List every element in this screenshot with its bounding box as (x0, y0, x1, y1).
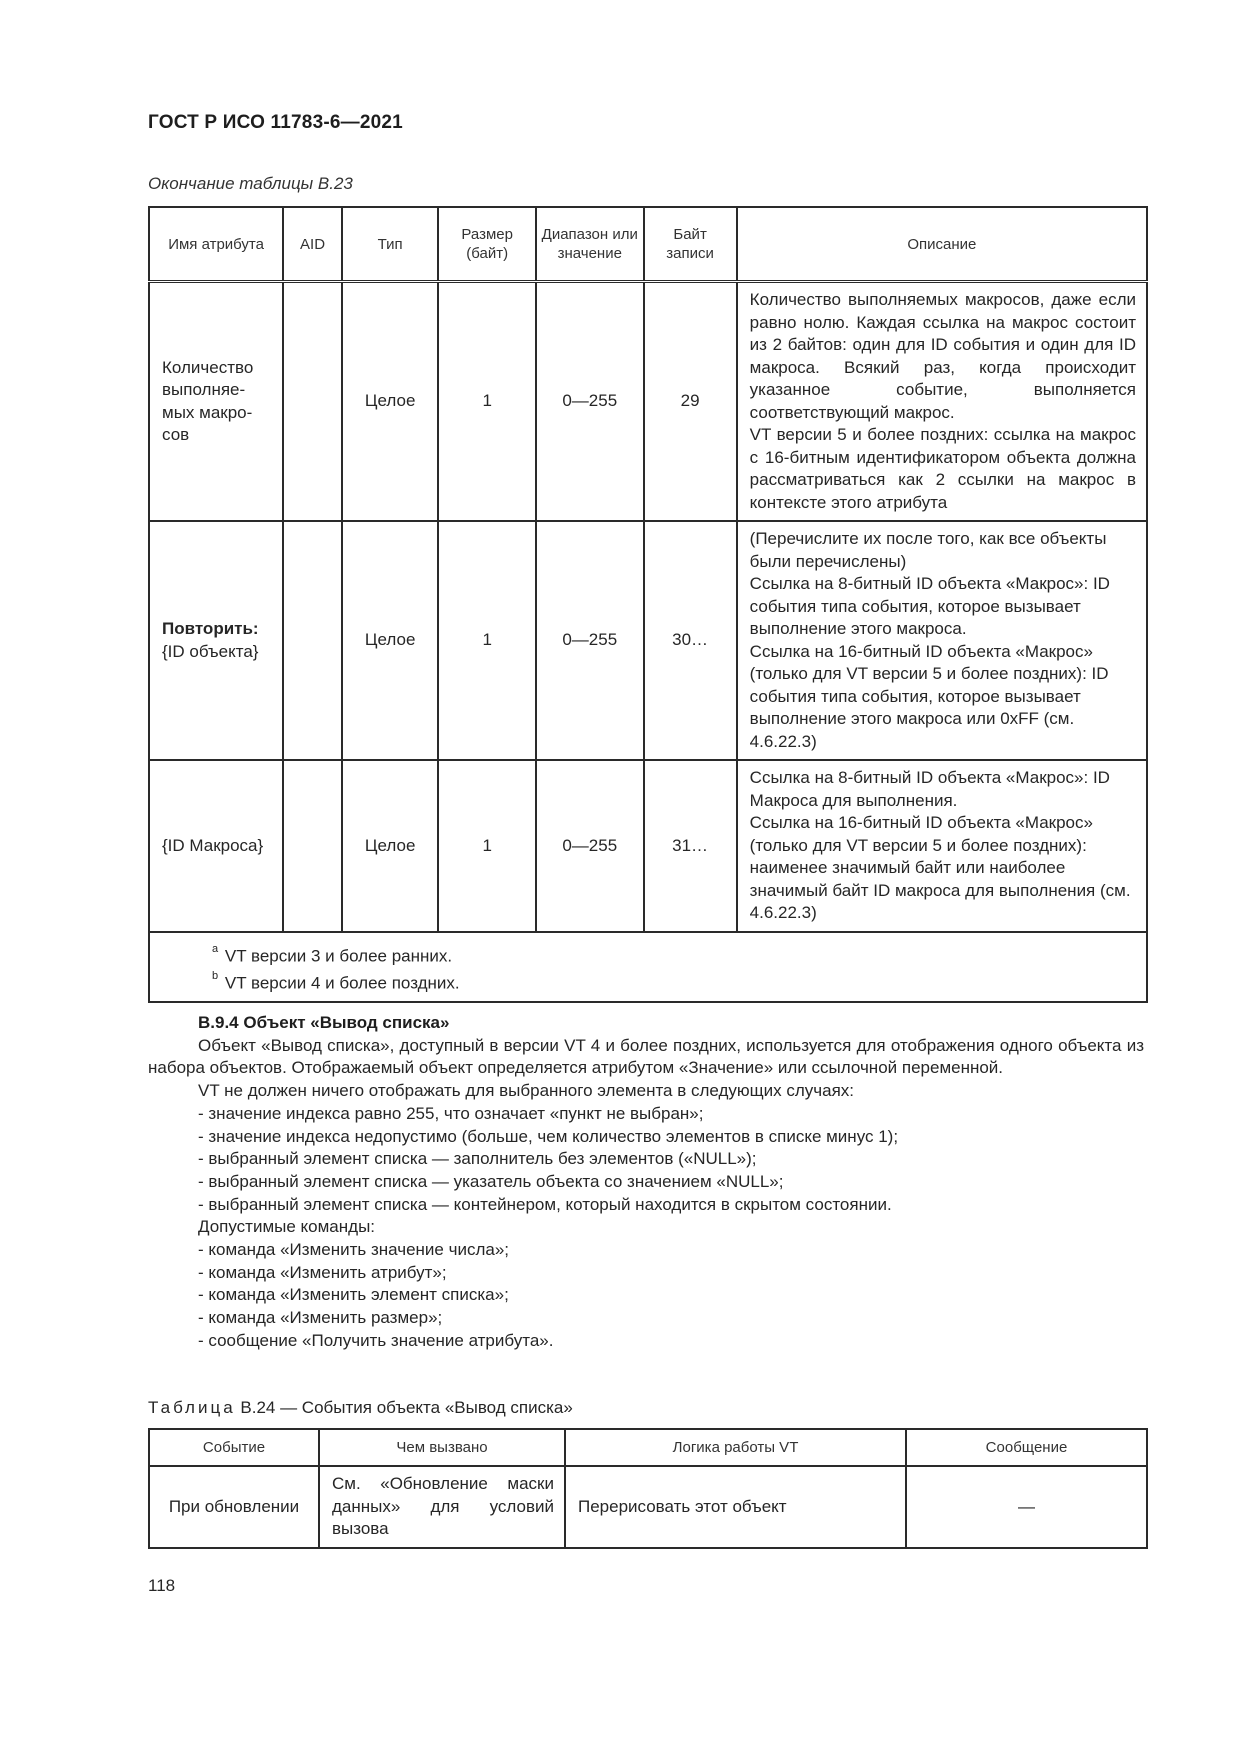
table-b24-header-row (149, 1429, 1147, 1466)
table-row (149, 282, 1147, 522)
cell-vt-logic: Перерисовать этот объект (565, 1466, 906, 1548)
cell-attribute-name: {ID Макроса} (149, 760, 283, 932)
cell-aid (283, 521, 342, 760)
footnote (212, 968, 1146, 995)
page-number: 118 (148, 1576, 176, 1595)
footnote-text: VT версии 4 и более поздних. (224, 973, 460, 993)
cell-aid (283, 282, 342, 522)
name-line: выполняе- (162, 380, 246, 399)
cell-type: Целое (342, 282, 438, 522)
table-b24-caption (148, 1398, 573, 1418)
footnote (212, 941, 1146, 968)
col-header-cause: Чем вызвано (319, 1429, 565, 1466)
list-item: - команда «Изменить размер»; (198, 1308, 443, 1328)
name-line: Количество (162, 357, 254, 377)
cell-message: — (906, 1466, 1147, 1548)
col-header-vt-logic: Логика работы VT (565, 1429, 906, 1466)
cell-size: 1 (438, 521, 536, 760)
cell-record-byte: 30… (644, 521, 737, 760)
table-footnotes-row (149, 932, 1147, 1002)
section-b94 (148, 1012, 1144, 1353)
cell-description (737, 521, 1147, 760)
name-repeat-label: Повторить: (162, 619, 259, 638)
table-caption-text: B.24 — События объекта «Вывод списка» (240, 1398, 573, 1417)
description-paragraph: Ссылка на 16-битный ID объекта «Макрос» (только для VT версии 5 и более поздних): ID события типа события, которое вызывает выполнение этого макроса или 0xFF (см. 4.6.22.3) (749, 641, 1109, 751)
col-header-range: Диапазон или значение (536, 207, 644, 282)
col-header-description: Описание (737, 207, 1147, 282)
name-line: {ID объекта} (162, 641, 259, 661)
col-header-size: Размер (байт) (438, 207, 536, 282)
col-header-message: Сообщение (906, 1429, 1147, 1466)
name-line: сов (162, 425, 190, 444)
table-b23-header-row (149, 207, 1147, 282)
description-paragraph: (Перечислите их после того, как все объекты были перечислены) (749, 529, 1107, 571)
cell-description (737, 282, 1147, 522)
list-item: - команда «Изменить элемент списка»; (198, 1285, 509, 1305)
table-row (149, 760, 1147, 932)
commands-label: Допустимые команды: (198, 1217, 376, 1237)
footnote-text: VT версии 3 и более ранних. (224, 946, 453, 966)
cell-range: 0—255 (536, 521, 644, 760)
standard-title: ГОСТ Р ИСО 11783-6—2021 (148, 112, 403, 133)
description-paragraph: Количество выполняемых макросов, даже если равно нолю. Каждая ссылка на макрос состоит из 2 байтов: один для ID события и один для ID макроса. Всякий раз, когда происходит указанное событие, выполняется соответствующий макрос. (749, 290, 1136, 422)
cell-description (737, 760, 1147, 932)
col-header-aid: AID (283, 207, 342, 282)
cell-attribute-name (149, 282, 283, 522)
list-item: - сообщение «Получить значение атрибута». (198, 1330, 554, 1350)
list-item: - значение индекса равно 255, что означает «пункт не выбран»; (198, 1103, 704, 1123)
name-line: мых макро- (162, 402, 253, 422)
footnote-mark: a (212, 942, 219, 955)
col-header-type: Тип (342, 207, 438, 282)
table-b23-caption: Окончание таблицы B.23 (148, 174, 353, 193)
table-footnotes (149, 932, 1147, 1002)
section-paragraph: VT не должен ничего отображать для выбранного элемента в следующих случаях: (198, 1081, 855, 1101)
cell-record-byte: 31… (644, 760, 737, 932)
list-item: - команда «Изменить значение числа»; (198, 1240, 509, 1260)
footnote-mark: b (212, 969, 219, 982)
list-item: - выбранный элемент списка — заполнитель без элементов («NULL»); (198, 1149, 757, 1169)
table-row (149, 1466, 1147, 1548)
table-b23 (148, 206, 1148, 1003)
list-item: - выбранный элемент списка — указатель объекта со значением «NULL»; (198, 1171, 784, 1191)
col-header-event: Событие (149, 1429, 319, 1466)
cell-size: 1 (438, 760, 536, 932)
cell-aid (283, 760, 342, 932)
col-header-record-byte: Байт записи (644, 207, 737, 282)
section-heading: B.9.4 Объект «Вывод списка» (198, 1013, 450, 1032)
table-row (149, 521, 1147, 760)
description-paragraph: Ссылка на 16-битный ID объекта «Макрос» (только для VT версии 5 и более поздних): наименее значимый байт или наиболее значимый байт ID макроса для выполнения (см. 4.6.22.3) (749, 813, 1131, 922)
cell-range: 0—255 (536, 282, 644, 522)
list-item: - значение индекса недопустимо (больше, чем количество элементов в списке минус 1); (198, 1126, 899, 1146)
section-paragraph: Объект «Вывод списка», доступный в версии VT 4 и более поздних, используется для отображения одного объекта из набора объектов. Отображаемый объект определяется атрибутом «Значение» или ссылочной переменной. (148, 1035, 1144, 1078)
table-b24 (148, 1428, 1148, 1549)
col-header-attribute-name: Имя атрибута (149, 207, 283, 282)
list-item: - команда «Изменить атрибут»; (198, 1262, 447, 1282)
cell-event: При обновлении (149, 1466, 319, 1548)
cell-type: Целое (342, 521, 438, 760)
description-paragraph: VT версии 5 и более поздних: ссылка на макрос с 16-битным идентификатором объекта должна рассматриваться как 2 ссылки на макрос в контексте этого атрибута (749, 425, 1136, 512)
description-paragraph: Ссылка на 8-битный ID объекта «Макрос»: ID Макроса для выполнения. (749, 768, 1110, 810)
table-caption-label: Таблица (148, 1398, 236, 1417)
cell-attribute-name (149, 521, 283, 760)
cell-range: 0—255 (536, 760, 644, 932)
cell-cause: См. «Обновление маски данных» для условий вызова (319, 1466, 565, 1548)
cell-record-byte: 29 (644, 282, 737, 522)
cell-type: Целое (342, 760, 438, 932)
list-item: - выбранный элемент списка — контейнером, который находится в скрытом состоянии. (198, 1194, 892, 1214)
description-paragraph: Ссылка на 8-битный ID объекта «Макрос»: ID события типа события, которое вызывает выполнение этого макроса. (749, 574, 1110, 638)
cell-size: 1 (438, 282, 536, 522)
